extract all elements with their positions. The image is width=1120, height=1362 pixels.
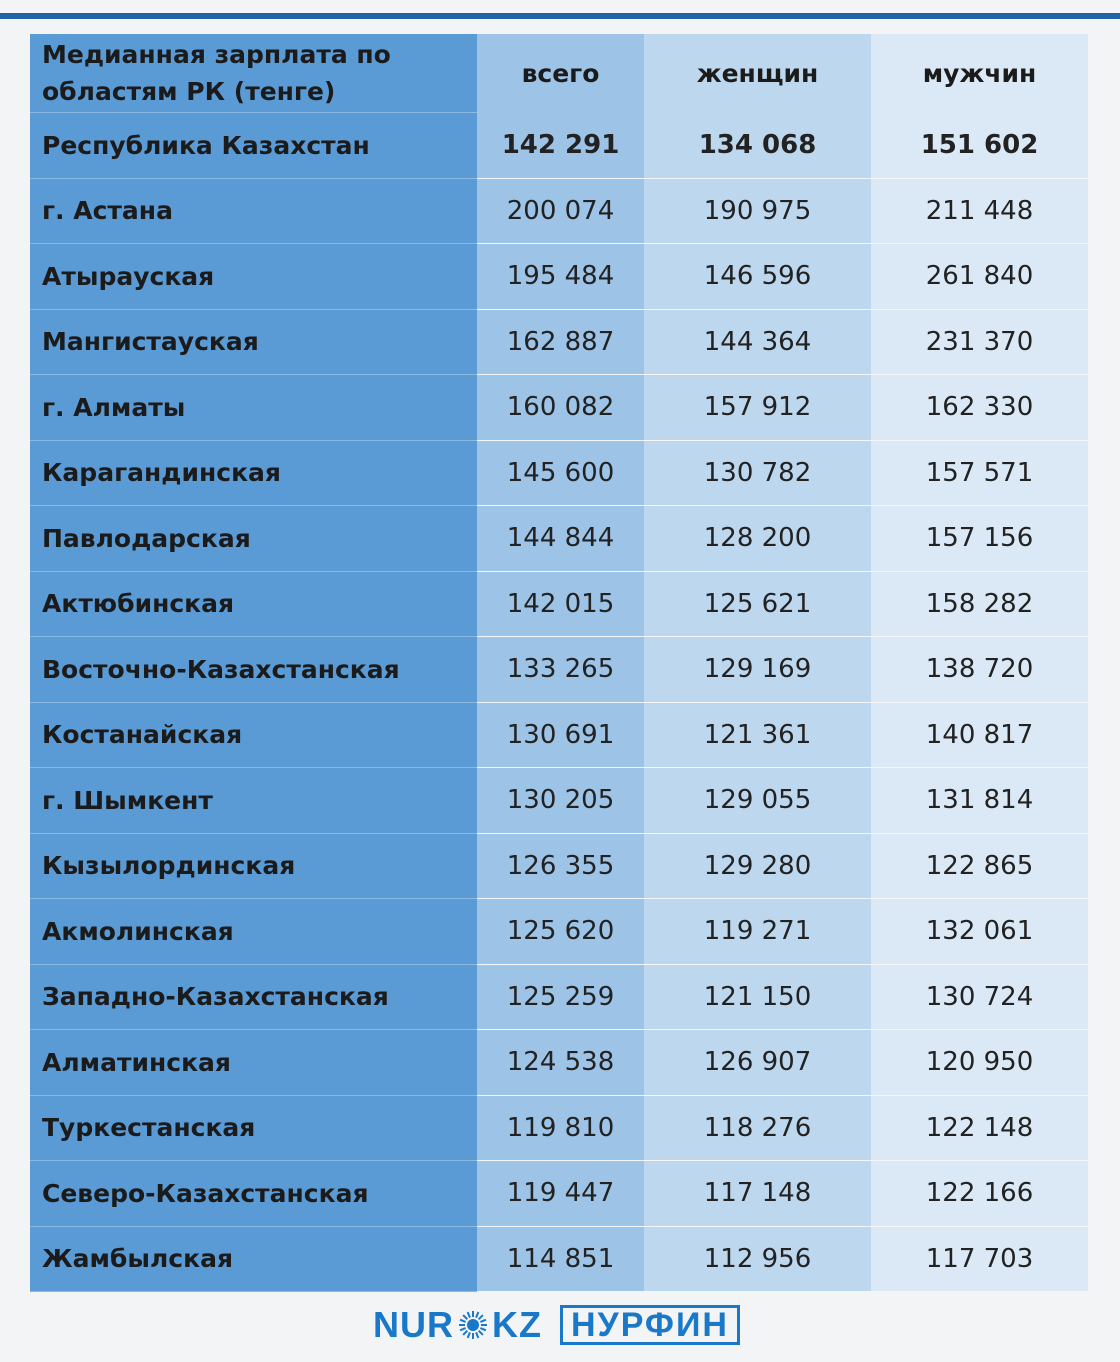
value-total: 142 291	[477, 113, 644, 179]
value-women: 119 271	[644, 899, 871, 965]
value-total: 145 600	[477, 440, 644, 506]
value-men: 157 571	[871, 440, 1088, 506]
salary-table	[30, 34, 1088, 1292]
logo-kz-text: KZ	[492, 1304, 542, 1345]
value-men: 211 448	[871, 178, 1088, 244]
value-total: 200 074	[477, 178, 644, 244]
value-total: 144 844	[477, 506, 644, 572]
footer-logo	[373, 1303, 745, 1347]
value-total: 160 082	[477, 375, 644, 441]
value-total: 142 015	[477, 571, 644, 637]
value-men: 120 950	[871, 1030, 1088, 1096]
value-men: 140 817	[871, 702, 1088, 768]
value-women: 112 956	[644, 1226, 871, 1292]
region-name: Павлодарская	[30, 506, 477, 572]
value-total: 130 691	[477, 702, 644, 768]
value-men: 261 840	[871, 244, 1088, 310]
logo-nur-text: NUR	[373, 1304, 454, 1345]
table-row	[30, 1095, 1088, 1161]
value-men: 132 061	[871, 899, 1088, 965]
table-row	[30, 244, 1088, 310]
sun-icon	[458, 1310, 488, 1340]
table-row	[30, 440, 1088, 506]
value-women: 117 148	[644, 1161, 871, 1227]
value-total: 119 447	[477, 1161, 644, 1227]
column-header-men: мужчин	[871, 34, 1088, 113]
value-women: 121 150	[644, 964, 871, 1030]
value-total: 126 355	[477, 833, 644, 899]
region-name: Республика Казахстан	[30, 113, 477, 179]
value-women: 128 200	[644, 506, 871, 572]
value-men: 162 330	[871, 375, 1088, 441]
value-women: 121 361	[644, 702, 871, 768]
value-men: 131 814	[871, 768, 1088, 834]
value-women: 129 055	[644, 768, 871, 834]
region-name: г. Астана	[30, 178, 477, 244]
logo-nurfin-text: НУРФИН	[560, 1305, 740, 1345]
top-accent-bar	[0, 13, 1120, 19]
value-men: 158 282	[871, 571, 1088, 637]
value-men: 122 166	[871, 1161, 1088, 1227]
table-title: Медианная зарплата по областям РК (тенге)	[30, 34, 477, 113]
region-name: Мангистауская	[30, 309, 477, 375]
region-name: Актюбинская	[30, 571, 477, 637]
table-row	[30, 768, 1088, 834]
value-total: 124 538	[477, 1030, 644, 1096]
table-row	[30, 1226, 1088, 1292]
region-name: Северо-Казахстанская	[30, 1161, 477, 1227]
value-women: 118 276	[644, 1095, 871, 1161]
region-name: Восточно-Казахстанская	[30, 637, 477, 703]
table-row	[30, 899, 1088, 965]
value-women: 129 280	[644, 833, 871, 899]
value-men: 231 370	[871, 309, 1088, 375]
region-name: Кызылординская	[30, 833, 477, 899]
value-women: 157 912	[644, 375, 871, 441]
value-men: 122 865	[871, 833, 1088, 899]
value-total: 133 265	[477, 637, 644, 703]
column-header-women: женщин	[644, 34, 871, 113]
region-name: Акмолинская	[30, 899, 477, 965]
table-row	[30, 506, 1088, 572]
value-total: 119 810	[477, 1095, 644, 1161]
value-total: 125 620	[477, 899, 644, 965]
table-row	[30, 833, 1088, 899]
table-row	[30, 964, 1088, 1030]
table-row	[30, 702, 1088, 768]
table-row	[30, 637, 1088, 703]
region-name: г. Алматы	[30, 375, 477, 441]
value-total: 114 851	[477, 1226, 644, 1292]
table-row	[30, 375, 1088, 441]
value-women: 144 364	[644, 309, 871, 375]
value-men: 122 148	[871, 1095, 1088, 1161]
value-men: 130 724	[871, 964, 1088, 1030]
value-men: 157 156	[871, 506, 1088, 572]
value-men: 138 720	[871, 637, 1088, 703]
table-row	[30, 1161, 1088, 1227]
column-header-total: всего	[477, 34, 644, 113]
value-women: 125 621	[644, 571, 871, 637]
value-men: 117 703	[871, 1226, 1088, 1292]
value-women: 190 975	[644, 178, 871, 244]
region-name: Жамбылская	[30, 1226, 477, 1292]
value-women: 126 907	[644, 1030, 871, 1096]
region-name: Туркестанская	[30, 1095, 477, 1161]
value-men: 151 602	[871, 113, 1088, 179]
value-women: 146 596	[644, 244, 871, 310]
value-women: 134 068	[644, 113, 871, 179]
value-total: 130 205	[477, 768, 644, 834]
region-name: Атырауская	[30, 244, 477, 310]
value-total: 125 259	[477, 964, 644, 1030]
value-women: 130 782	[644, 440, 871, 506]
table-row	[30, 178, 1088, 244]
salary-table-container	[30, 34, 1088, 1292]
table-row	[30, 113, 1088, 179]
table-row	[30, 571, 1088, 637]
table-header-row	[30, 34, 1088, 113]
region-name: Карагандинская	[30, 440, 477, 506]
region-name: Алматинская	[30, 1030, 477, 1096]
region-name: Западно-Казахстанская	[30, 964, 477, 1030]
value-women: 129 169	[644, 637, 871, 703]
value-total: 195 484	[477, 244, 644, 310]
table-row	[30, 1030, 1088, 1096]
table-body	[30, 113, 1088, 1292]
region-name: Костанайская	[30, 702, 477, 768]
value-total: 162 887	[477, 309, 644, 375]
region-name: г. Шымкент	[30, 768, 477, 834]
table-row	[30, 309, 1088, 375]
